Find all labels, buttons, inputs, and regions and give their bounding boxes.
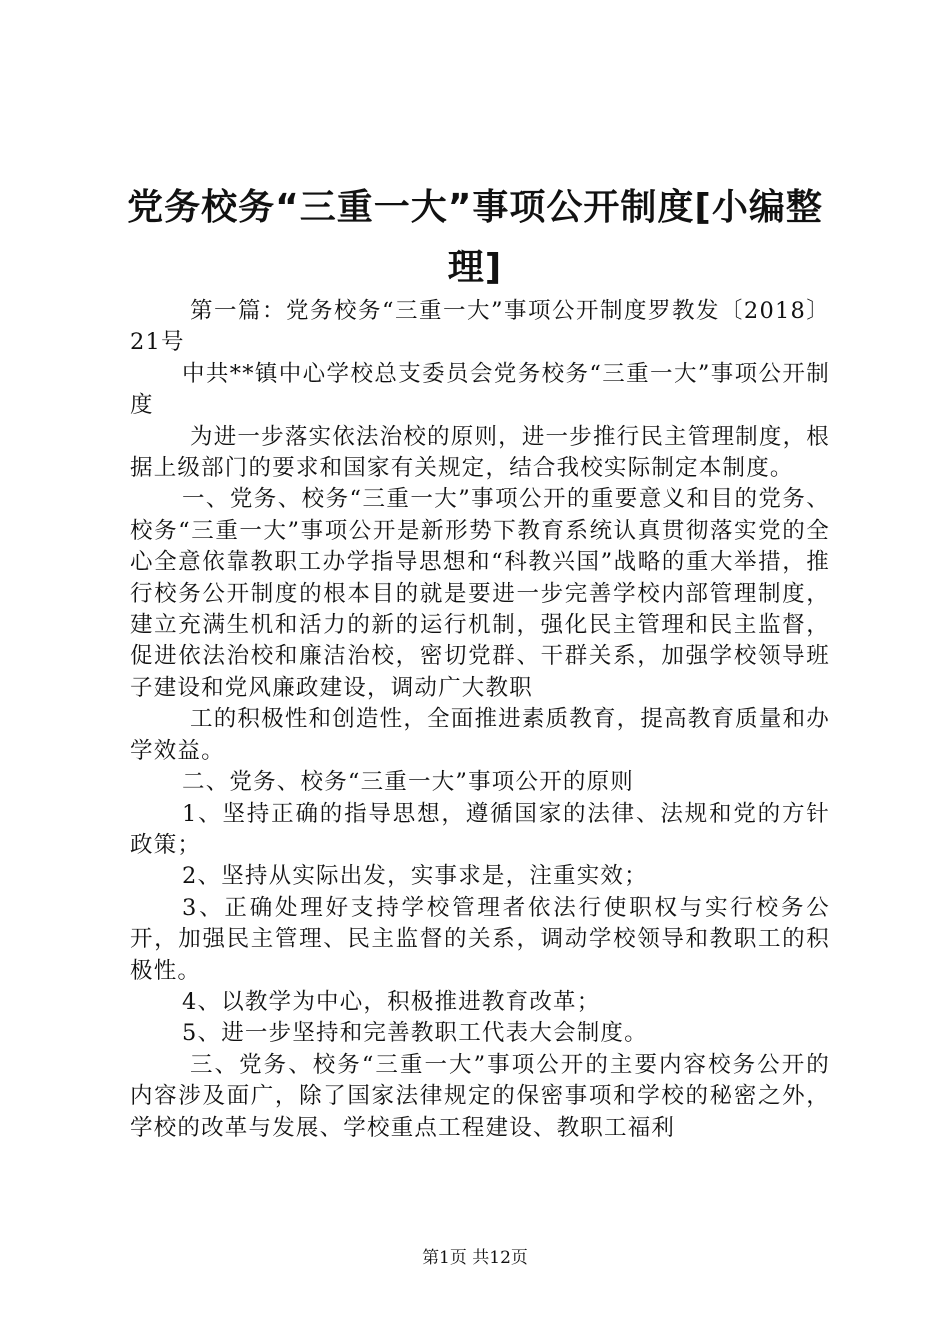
paragraph: 1、坚持正确的指导思想，遵循国家的法律、法规和党的方针政策； bbox=[130, 800, 830, 858]
document-title: 党务校务“三重一大”事项公开制度[小编整理] bbox=[127, 187, 823, 288]
paragraph: 二、党务、校务“三重一大”事项公开的原则 bbox=[182, 769, 635, 796]
paragraph: 第一篇：党务校务“三重一大”事项公开制度罗教发〔2018〕21号 bbox=[130, 298, 830, 356]
paragraph: 5、进一步坚持和完善教职工代表大会制度。 bbox=[182, 1020, 648, 1047]
paragraph: 中共**镇中心学校总支委员会党务校务“三重一大”事项公开制度 bbox=[130, 360, 830, 419]
paragraph: 一、党务、校务“三重一大”事项公开的重要意义和目的党务、校务“三重一大”事项公开是新形势下教育系统认真贯彻落实党的全心全意依靠教职工办学指导思想和“科教兴国”战略的重大举措，推行校务公开制度的根本目的就是要进一步完善学校内部管理制度，建立充满生机和活力的新的运行机制，强化民主管理和民主监督，促进依法治校和廉洁治校，密切党群、干群关系，加强学校领导班子建设和党风廉政建设，调动广大教职 bbox=[130, 486, 830, 701]
paragraph: 工的积极性和创造性，全面推进素质教育，提高教育质量和办学效益。 bbox=[130, 706, 830, 764]
paragraph: 2、坚持从实际出发，实事求是，注重实效； bbox=[182, 863, 648, 890]
paragraph: 4、以教学为中心，积极推进教育改革； bbox=[182, 988, 601, 1015]
page-footer: 第1页 共12页 bbox=[422, 1248, 528, 1268]
paragraph: 三、党务、校务“三重一大”事项公开的主要内容校务公开的内容涉及面广，除了国家法律规定的保密事项和学校的秘密之外，学校的改革与发展、学校重点工程建设、教职工福利 bbox=[130, 1051, 830, 1141]
paragraph: 3、正确处理好支持学校管理者依法行使职权与实行校务公开，加强民主管理、民主监督的关系，调动学校领导和教职工的积极性。 bbox=[130, 894, 830, 984]
document-body bbox=[130, 296, 830, 1144]
paragraph: 为进一步落实依法治校的原则，进一步推行民主管理制度，根据上级部门的要求和国家有关规定，结合我校实际制定本制度。 bbox=[130, 423, 830, 482]
